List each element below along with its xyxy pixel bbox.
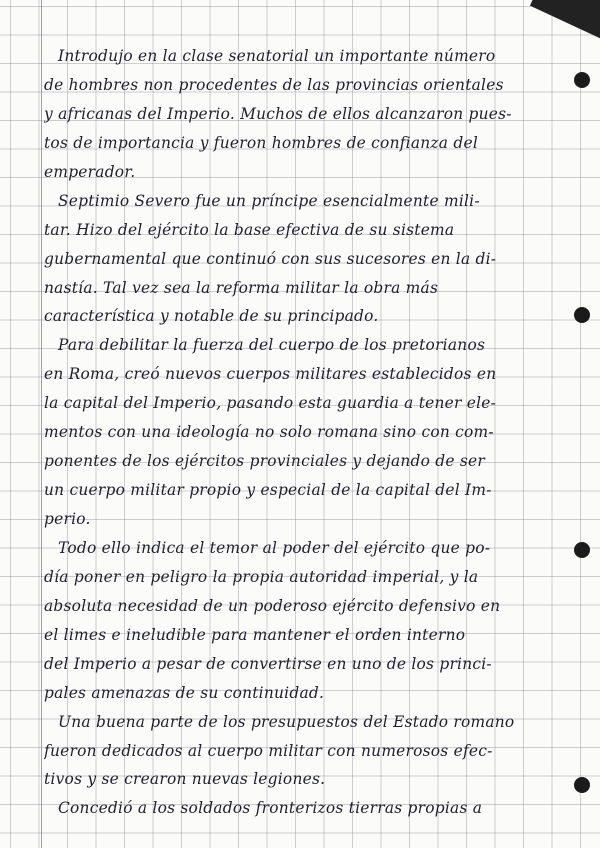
text-line: día poner en peligro la propia autoridad imperial, y la	[44, 567, 479, 586]
text-line: característica y notable de su principado.	[44, 307, 379, 326]
text-line: el limes e ineludible para mantener el orden interno	[44, 625, 466, 644]
text-line: Introdujo en la clase senatorial un importante número	[58, 47, 496, 65]
text-line: tos de importancia y fueron hombres de confianza del	[44, 133, 478, 152]
text-line: perio.	[44, 510, 91, 528]
text-line: Todo ello indica el temor al poder del ejército que po-	[58, 538, 491, 557]
text-line: Septimio Severo fue un príncipe esencialmente mili-	[58, 191, 480, 210]
text-line: Una buena parte de los presupuestos del Estado romano	[58, 712, 515, 731]
text-line: del Imperio a pesar de convertirse en uno de los princi-	[44, 654, 492, 673]
margin-line	[41, 0, 42, 848]
punch-hole-1	[574, 72, 590, 88]
text-line: la capital del Imperio, pasando esta guardia a tener ele-	[44, 394, 497, 413]
text-line: en Roma, creó nuevos cuerpos militares establecidos en	[44, 365, 497, 384]
text-line: tar. Hizo del ejército la base efectiva de su sistema	[44, 220, 455, 239]
text-line: pales amenazas de su continuidad.	[44, 683, 325, 702]
handwritten-text	[44, 42, 564, 823]
text-line: y africanas del Imperio. Muchos de ellos alcanzaron pues-	[44, 104, 512, 123]
text-line: ponentes de los ejércitos provinciales y dejando de ser	[44, 452, 486, 471]
punch-hole-4	[574, 777, 590, 793]
text-line: un cuerpo militar propio y especial de la capital del Im-	[44, 481, 492, 500]
punch-hole-3	[574, 542, 590, 558]
text-line: fueron dedicados al cuerpo militar con numerosos efec-	[44, 741, 493, 760]
text-line: gubernamental que continuó con sus sucesores en la di-	[44, 249, 497, 268]
punch-hole-2	[574, 307, 590, 323]
text-line: emperador.	[44, 162, 136, 181]
text-line: absoluta necesidad de un poderoso ejército defensivo en	[44, 596, 501, 615]
text-line: Para debilitar la fuerza del cuerpo de los pretorianos	[58, 336, 486, 355]
text-line: mentos con una ideología no solo romana sino con com-	[44, 423, 494, 442]
text-line: nastía. Tal vez sea la reforma militar la obra más	[44, 278, 439, 297]
text-line: Concedió a los soldados fronterizos tierras propias a	[58, 799, 483, 818]
text-line: de hombres non procedentes de las provincias orientales	[44, 75, 504, 94]
text-line: tivos y se crearon nuevas legiones.	[44, 770, 326, 789]
page-corner-fold	[530, 0, 600, 48]
